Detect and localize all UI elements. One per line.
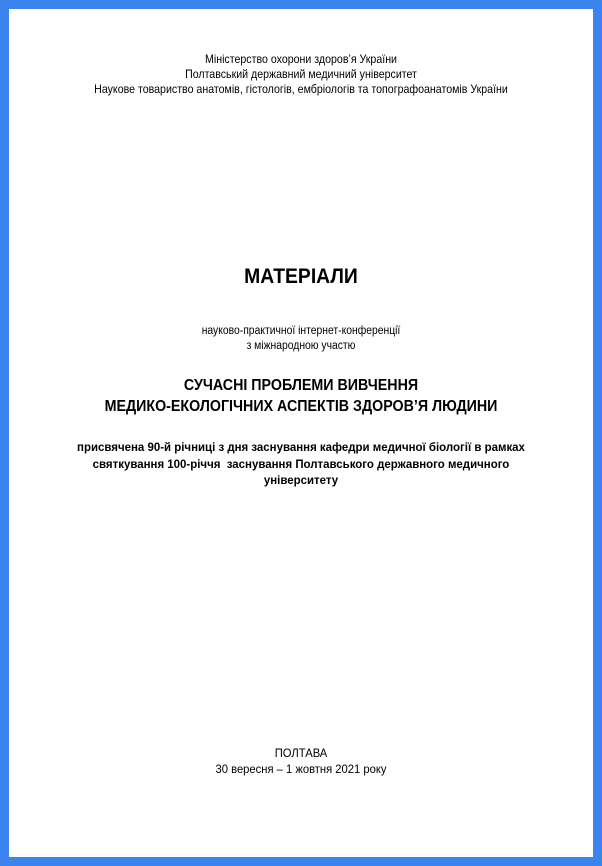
document-page bbox=[9, 9, 593, 857]
organization-header bbox=[38, 52, 564, 97]
dedication-line-2: святкування 100-річчя заснування Полтавського державного медичного bbox=[92, 456, 510, 471]
society-name: Наукове товариство анатомів, гістологів, ембріологів та топографоанатомів України bbox=[94, 82, 508, 96]
conference-topic bbox=[32, 375, 569, 417]
ministry-name: Міністерство охорони здоров’я України bbox=[205, 52, 397, 66]
university-name: Полтавський державний медичний університет bbox=[185, 67, 417, 81]
conference-participation: з міжнародною участю bbox=[246, 340, 356, 352]
conference-dates: 30 вересня – 1 жовтня 2021 року bbox=[215, 762, 387, 776]
topic-line-1: СУЧАСНІ ПРОБЛЕМИ ВИВЧЕННЯ bbox=[183, 377, 419, 394]
publication-footer bbox=[32, 745, 569, 777]
dedication-text bbox=[27, 439, 576, 489]
document-title: МАТЕРІАЛИ bbox=[244, 265, 358, 288]
dedication-line-1: присвячена 90-й річниці з дня заснування кафедри медичної біології в рамках bbox=[77, 440, 525, 454]
topic-line-2: МЕДИКО-ЕКОЛОГІЧНИХ АСПЕКТІВ ЗДОРОВ’Я ЛЮДИНИ bbox=[104, 398, 498, 415]
city-name: ПОЛТАВА bbox=[274, 746, 328, 760]
dedication-line-3: університету bbox=[263, 473, 339, 487]
conference-type: науково-практичної інтернет-конференції bbox=[201, 325, 401, 337]
conference-description bbox=[38, 324, 564, 354]
